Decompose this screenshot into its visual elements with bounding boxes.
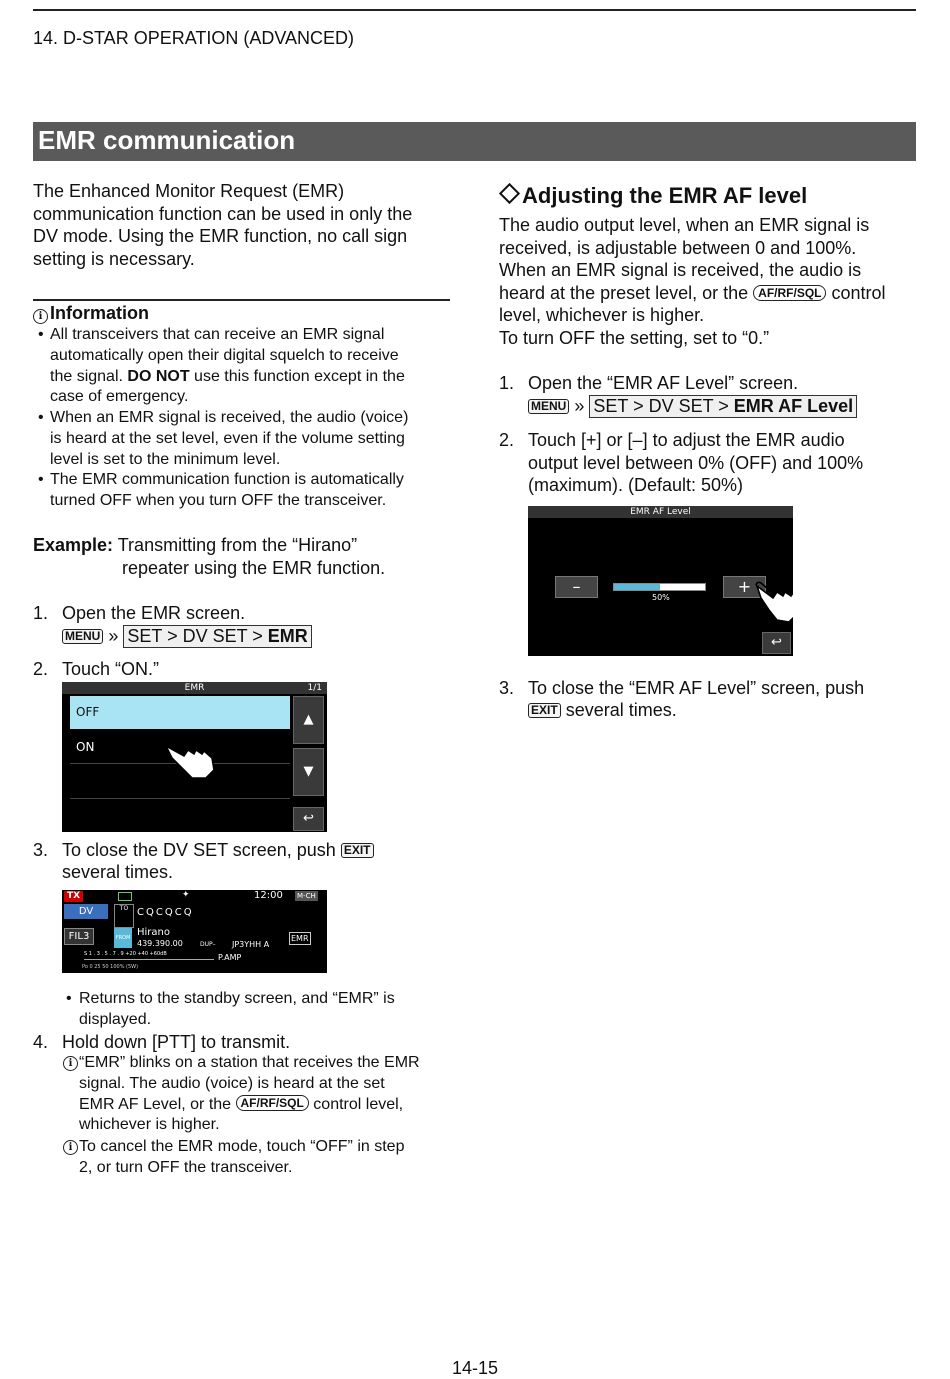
- step-text: Touch [+] or [–] to adjust the EMR audio: [528, 430, 845, 450]
- touch-hand-icon: [753, 580, 793, 624]
- step-number: 3.: [33, 840, 49, 860]
- step-text: Touch “ON.”: [62, 659, 160, 679]
- frequency: 439.390.00: [137, 939, 183, 948]
- step-2: [33, 658, 160, 681]
- body-line: received, is adjustable between 0 and 100%.: [499, 237, 857, 258]
- chapter-header: 14. D-STAR OPERATION (ADVANCED): [33, 28, 355, 48]
- page-number: 14-15: [451, 1358, 499, 1378]
- back-button[interactable]: ↩: [762, 632, 791, 654]
- step-1: [33, 602, 246, 625]
- body-line: When an EMR signal is received, the audio is: [499, 260, 862, 281]
- intro-line: communication function can be used in only the: [33, 203, 413, 224]
- s-meter-scale: S 1 . 3 . 5 . 7 . 9 +20 +40 +60dB: [84, 951, 167, 957]
- info-line: All transceivers that can receive an EMR signal: [50, 326, 385, 343]
- clock: 12:00: [254, 890, 283, 901]
- step-number: 3.: [499, 678, 515, 698]
- step-text: Open the EMR screen.: [62, 603, 246, 623]
- body-line: The audio output level, when an EMR signal is: [499, 215, 870, 235]
- info-icon: i: [33, 309, 48, 324]
- emr-screen-page: 1/1: [307, 683, 322, 693]
- level-fill: [614, 584, 660, 590]
- touch-hand-icon: [162, 736, 218, 780]
- scroll-down-button[interactable]: ▼: [293, 748, 324, 796]
- step-3: [33, 839, 371, 862]
- scroll-up-button[interactable]: ▲: [293, 696, 324, 744]
- info-line: When an EMR signal is received, the audio (voice): [50, 409, 409, 426]
- menu-path: SET > DV SET > EMR AF Level: [589, 395, 857, 418]
- info-line: The EMR communication function is automatically: [50, 471, 404, 488]
- exit-key-icon: EXIT: [341, 843, 374, 858]
- arrow: »: [108, 626, 119, 646]
- right-step-1: [499, 372, 799, 395]
- emr-option-on[interactable]: ON: [70, 730, 290, 764]
- step-text: Hold down [PTT] to transmit.: [62, 1032, 291, 1052]
- example-label: Example:: [33, 535, 114, 555]
- info-line: is heard at the set level, even if the volume setting: [50, 429, 405, 447]
- af-rf-sql-knob-icon: AF/RF/SQL: [753, 285, 826, 301]
- info-rule: [33, 299, 450, 301]
- intro-line: The Enhanced Monitor Request (EMR): [33, 181, 345, 201]
- note-line: signal. The audio (voice) is heard at the set: [79, 1074, 385, 1092]
- ur-call: CQCQCQ: [137, 907, 194, 918]
- step-4: [33, 1031, 291, 1054]
- menu-key-icon: MENU: [528, 399, 569, 414]
- step-number: 2.: [499, 430, 515, 450]
- note-line: EMR AF Level, or the AF/RF/SQL control level,: [79, 1095, 404, 1113]
- standby-screen: [62, 890, 327, 973]
- minus-button[interactable]: –: [555, 576, 598, 598]
- menu-path: SET > DV SET > EMR: [123, 625, 311, 648]
- note-line: 2, or turn OFF the transceiver.: [79, 1158, 293, 1176]
- returns-line: Returns to the standby screen, and “EMR” is: [79, 990, 395, 1007]
- mch-badge: M-CH: [297, 892, 316, 900]
- battery-icon: [118, 892, 132, 901]
- af-rf-sql-knob-icon: AF/RF/SQL: [236, 1095, 309, 1111]
- info-line: turned OFF when you turn OFF the transceiver.: [50, 491, 387, 509]
- af-screen-title: EMR AF Level: [528, 506, 793, 518]
- info-line: automatically open their digital squelch to receive: [50, 346, 399, 364]
- step-text: Open the “EMR AF Level” screen.: [528, 373, 799, 393]
- duplex: DUP–: [200, 941, 216, 948]
- top-rule: [33, 9, 916, 11]
- plus-button[interactable]: +: [723, 576, 766, 598]
- right-step-3-cont: [528, 699, 677, 722]
- step-text: output level between 0% (OFF) and 100%: [528, 452, 864, 473]
- emr-screen-title: EMR: [62, 682, 327, 694]
- filter-badge[interactable]: FIL3: [64, 928, 94, 945]
- returns-note: [66, 989, 456, 1031]
- subsection-title: Adjusting the EMR AF level: [522, 183, 808, 208]
- step-number: 2.: [33, 659, 49, 679]
- po-scale: Po 0 25 50 100% (5W): [82, 964, 139, 970]
- from-label: FROM: [114, 928, 132, 948]
- body-line: heard at the preset level, or the AF/RF/SQL control: [499, 282, 886, 303]
- diamond-icon: [499, 183, 520, 204]
- body-line: To turn OFF the setting, set to “0.”: [499, 327, 770, 348]
- mode-badge[interactable]: DV: [64, 904, 108, 919]
- info-icon: i: [63, 1056, 78, 1071]
- tx-indicator: TX: [64, 891, 83, 902]
- menu-path-1: [62, 625, 312, 648]
- note-2: [62, 1137, 452, 1179]
- to-label: TO: [114, 904, 134, 928]
- gps-icon: ✦: [182, 890, 190, 900]
- level-bar[interactable]: [613, 583, 706, 591]
- info-line: case of emergency.: [50, 388, 189, 406]
- bullet-dot: •: [66, 990, 72, 1007]
- back-button[interactable]: ↩: [293, 807, 324, 831]
- right-step-2: [499, 429, 864, 496]
- info-heading: [33, 303, 149, 324]
- menu-path-2: [528, 395, 857, 418]
- example-text: repeater using the EMR function.: [122, 557, 386, 578]
- info-icon: i: [63, 1140, 78, 1155]
- note-line: whichever is higher.: [79, 1116, 220, 1134]
- repeater-name: Hirano: [137, 927, 170, 938]
- step-text: To close the “EMR AF Level” screen, push: [528, 678, 865, 698]
- repeater-call: JP3YHH A: [232, 940, 270, 949]
- list-divider: [70, 798, 290, 799]
- example-text: Transmitting from the “Hirano”: [117, 535, 358, 555]
- info-line: the signal. DO NOT use this function except in the: [50, 367, 405, 385]
- step-text: To close the DV SET screen, push EXIT: [62, 839, 374, 862]
- intro-paragraph: [33, 180, 453, 270]
- subsection-heading: [499, 183, 807, 209]
- menu-key-icon: MENU: [62, 629, 103, 644]
- level-value: 50%: [652, 593, 670, 602]
- step-number: 1.: [33, 603, 49, 623]
- intro-line: DV mode. Using the EMR function, no call sign: [33, 226, 408, 247]
- af-level-screen: [528, 506, 793, 656]
- note-1: [62, 1053, 452, 1136]
- right-step-3: [499, 677, 865, 700]
- step-text: several times.: [565, 700, 677, 720]
- info-title: Information: [50, 303, 149, 323]
- intro-line: setting is necessary.: [33, 248, 195, 269]
- emr-badge: EMR: [291, 934, 309, 943]
- step-number: 4.: [33, 1032, 49, 1052]
- note-line: “EMR” blinks on a station that receives the EMR: [79, 1054, 420, 1071]
- note-line: To cancel the EMR mode, touch “OFF” in step: [79, 1138, 405, 1155]
- example: [33, 534, 453, 579]
- meter-bar: [84, 959, 214, 960]
- exit-key-icon: EXIT: [528, 703, 561, 718]
- section-title: EMR communication: [38, 125, 296, 155]
- info-line: level is set to the minimum level.: [50, 450, 281, 468]
- returns-line: displayed.: [79, 1010, 152, 1028]
- pamp-label: P.AMP: [218, 953, 242, 962]
- step-text: (maximum). (Default: 50%): [528, 475, 744, 496]
- emr-option-off[interactable]: OFF: [70, 696, 290, 729]
- body-line: level, whichever is higher.: [499, 305, 705, 326]
- right-body: [499, 214, 919, 350]
- step-number: 1.: [499, 373, 515, 393]
- emr-screen: [62, 682, 327, 832]
- step-text: several times.: [62, 862, 174, 882]
- section-banner: [33, 122, 916, 161]
- arrow: »: [574, 396, 585, 416]
